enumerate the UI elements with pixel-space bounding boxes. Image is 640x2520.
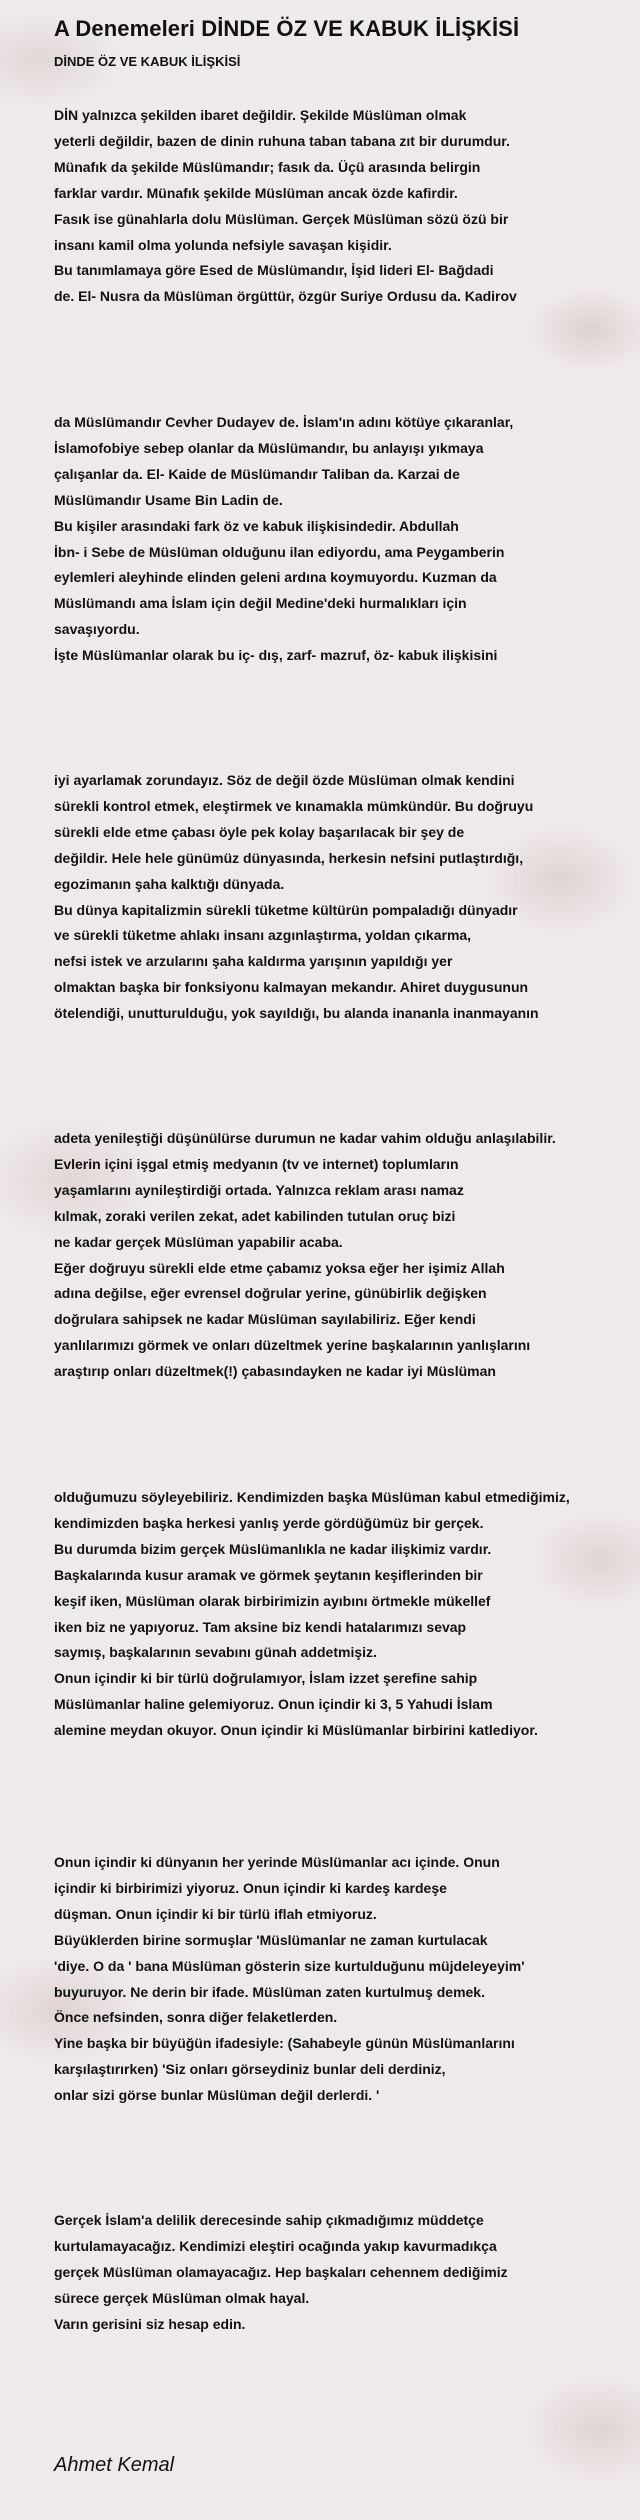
text-line: Müslümanlar haline gelemiyoruz. Onun içindir ki 3, 5 Yahudi İslam <box>54 1696 493 1713</box>
text-line: Evlerin içini işgal etmiş medyanın (tv ve internet) toplumların <box>54 1155 459 1172</box>
text-line: içindir ki birbirimizi yiyoruz. Onun içindir ki kardeş kardeşe <box>54 1879 447 1896</box>
text-line: farklar vardır. Münafık şekilde Müslüman ancak özde kafirdir. <box>54 184 458 201</box>
text-line: Önce nefsinden, sonra diğer felaketlerden. <box>54 2009 338 2026</box>
text-line: kılmak, zoraki verilen zekat, adet kabilinden tutulan oruç bizi <box>54 1207 456 1224</box>
text-line: sürekli elde etme çabası öyle pek kolay başarılacak bir şey de <box>54 823 465 840</box>
article-subtitle: DİNDE ÖZ VE KABUK İLİŞKİSİ <box>54 54 241 69</box>
text-line: iken biz ne yapıyoruz. Tam aksine biz kendi hatalarımızı sevap <box>54 1618 467 1635</box>
text-line: karşılaştırırken) 'Siz onları görseydiniz bunlar deli derdiniz, <box>54 2061 446 2078</box>
text-line: adına değilse, eğer evrensel doğrular yerine, günübirlik değişken <box>54 1285 487 1302</box>
text-line: saymış, başkalarının sevabını günah addetmişiz. <box>54 1644 377 1661</box>
text-line: insanı kamil olma yolunda nefsiyle savaşan kişidir. <box>54 236 392 253</box>
text-line: buyuruyor. Ne derin bir ifade. Müslüman zaten kurtulmuş demek. <box>54 1983 485 2000</box>
text-line: onlar sizi görse bunlar Müslüman değil derlerdi. ' <box>54 2087 380 2104</box>
text-line: yanlılarımızı görmek ve onları düzeltmek yerine başkalarının yanlışlarını <box>54 1337 531 1354</box>
text-line: ötelendiği, unutturulduğu, yok sayıldığı, bu alanda inananla inanmayanın <box>54 1005 539 1022</box>
author-signature: Ahmet Kemal <box>54 2454 175 2476</box>
text-line: eylemleri aleyhinde elinden geleni ardına koymuyordu. Kuzman da <box>54 569 497 586</box>
text-line: gerçek Müslüman olamayacağız. Hep başkaları cehennem dediğimiz <box>54 2263 508 2280</box>
text-line: doğrulara sahipsek ne kadar Müslüman sayılabiliriz. Eğer kendi <box>54 1311 476 1328</box>
paragraph-4 <box>54 1126 640 1385</box>
paragraph-2 <box>54 410 640 669</box>
text-line: yeterli değildir, bazen de dinin ruhuna taban tabana zıt bir durumdur. <box>54 132 510 149</box>
text-line: adeta yenileştiği düşünülürse durumun ne kadar vahim olduğu anlaşılabilir. <box>54 1130 556 1146</box>
text-line: da Müslümandır Cevher Dudayev de. İslam'ın adını kötüye çıkaranlar, <box>54 414 514 430</box>
text-line: sürekli kontrol etmek, eleştirmek ve kınamakla mümkündür. Bu doğruyu <box>54 797 534 814</box>
text-line: kurtulamayacağız. Kendimizi eleştiri ocağında yakıp kavurmadıkça <box>54 2237 497 2254</box>
text-line: Gerçek İslam'a delilik derecesinde sahip çıkmadığımız müddetçe <box>54 2212 484 2228</box>
text-line: İşte Müslümanlar olarak bu iç- dış, zarf- mazruf, öz- kabuk ilişkisini <box>54 647 498 664</box>
text-line: Varın gerisini siz hesap edin. <box>54 2315 246 2332</box>
text-line: Büyüklerden birine sormuşlar 'Müslümanlar ne zaman kurtulacak <box>54 1931 488 1948</box>
text-line: de. El- Nusra da Müslüman örgüttür, özgür Suriye Ordusu da. Kadirov <box>54 288 517 305</box>
text-line: olduğumuzu söyleyebiliriz. Kendimizden başka Müslüman kabul etmediğimiz, <box>54 1489 570 1505</box>
paragraph-7 <box>54 2208 640 2338</box>
text-line: Müslümandı ama İslam için değil Medine'deki hurmalıkları için <box>54 595 467 612</box>
text-line: çalışanlar da. El- Kaide de Müslümandır Taliban da. Karzai de <box>54 465 460 482</box>
text-line: ve sürekli tüketme ahlakı insanı azgınlaştırma, yoldan çıkarma, <box>54 927 472 944</box>
text-line: olmaktan başka bir fonksiyonu kalmayan mekandır. Ahiret duygusunun <box>54 979 529 996</box>
text-line: Onun içindir ki bir türlü doğrulamıyor, İslam izzet şerefine sahip <box>54 1670 478 1687</box>
text-line: Bu tanımlamaya göre Esed de Müslümandır, İşid lideri El- Bağdadi <box>54 262 494 279</box>
text-line: İbn- i Sebe de Müslüman olduğunu ilan ediyordu, ama Peygamberin <box>54 543 505 560</box>
text-line: Münafık da şekilde Müslümandır; fasık da. Üçü arasında belirgin <box>54 158 481 175</box>
text-line: düşman. Onun içindir ki bir türlü iflah etmiyoruz. <box>54 1905 377 1922</box>
text-line: ne kadar gerçek Müslüman yapabilir acaba. <box>54 1233 343 1250</box>
text-line: değildir. Hele hele günümüz dünyasında, herkesin nefsini putlaştırdığı, <box>54 849 524 866</box>
text-line: savaşıyordu. <box>54 621 140 638</box>
paragraph-6 <box>54 1850 640 2109</box>
text-line: Fasık ise günahlarla dolu Müslüman. Gerçek Müslüman sözü özü bir <box>54 210 509 227</box>
text-line: keşif iken, Müslüman olarak birbirimizin ayıbını örtmekle mükellef <box>54 1592 491 1609</box>
text-line: egozimanın şaha kalktığı dünyada. <box>54 875 285 892</box>
text-line: nefsi istek ve arzularını şaha kaldırma yarışının yapıldığı yer <box>54 953 453 970</box>
paragraph-5 <box>54 1485 640 1744</box>
text-line: alemine meydan okuyor. Onun içindir ki Müslümanlar birbirini katlediyor. <box>54 1722 538 1739</box>
text-line: araştırıp onları düzeltmek(!) çabasındayken ne kadar iyi Müslüman <box>54 1363 496 1380</box>
text-line: Bu dünya kapitalizmin sürekli tüketme kültürün pompaladığı dünyadır <box>54 901 518 918</box>
paragraph-1 <box>54 103 640 310</box>
text-line: 'diye. O da ' bana Müslüman gösterin size kurtulduğunu müjdeleyeyim' <box>54 1957 525 1974</box>
text-line: yaşamlarını aynileştirdiği ortada. Yalnızca reklam arası namaz <box>54 1181 464 1198</box>
text-line: Bu kişiler arasındaki fark öz ve kabuk ilişkisindedir. Abdullah <box>54 517 459 534</box>
text-line: DİN yalnızca şekilden ibaret değildir. Şekilde Müslüman olmak <box>54 107 467 123</box>
text-line: Başkalarında kusur aramak ve görmek şeytanın keşiflerinden bir <box>54 1566 483 1583</box>
text-line: Eğer doğruyu sürekli elde etme çabamız yoksa eğer her işimiz Allah <box>54 1259 505 1276</box>
paragraph-3 <box>54 768 640 1027</box>
text-line: iyi ayarlamak zorundayız. Söz de değil özde Müslüman olmak kendini <box>54 772 515 788</box>
text-line: İslamofobiye sebep olanlar da Müslümandır, bu anlayışı yıkmaya <box>54 439 484 456</box>
text-line: Yine başka bir büyüğün ifadesiyle: (Sahabeyle günün Müslümanlarını <box>54 2035 515 2052</box>
text-line: Müslümandır Usame Bin Ladin de. <box>54 491 283 508</box>
page-title: A Denemeleri DİNDE ÖZ VE KABUK İLİŞKİSİ <box>54 16 520 41</box>
text-line: sürece gerçek Müslüman olmak hayal. <box>54 2289 310 2306</box>
text-line: Onun içindir ki dünyanın her yerinde Müslümanlar acı içinde. Onun <box>54 1854 500 1870</box>
text-line: kendimizden başka herkesi yanlış yerde gördüğümüz bir gerçek. <box>54 1514 484 1531</box>
text-line: Bu durumda bizim gerçek Müslümanlıkla ne kadar ilişkimiz vardır. <box>54 1540 492 1557</box>
